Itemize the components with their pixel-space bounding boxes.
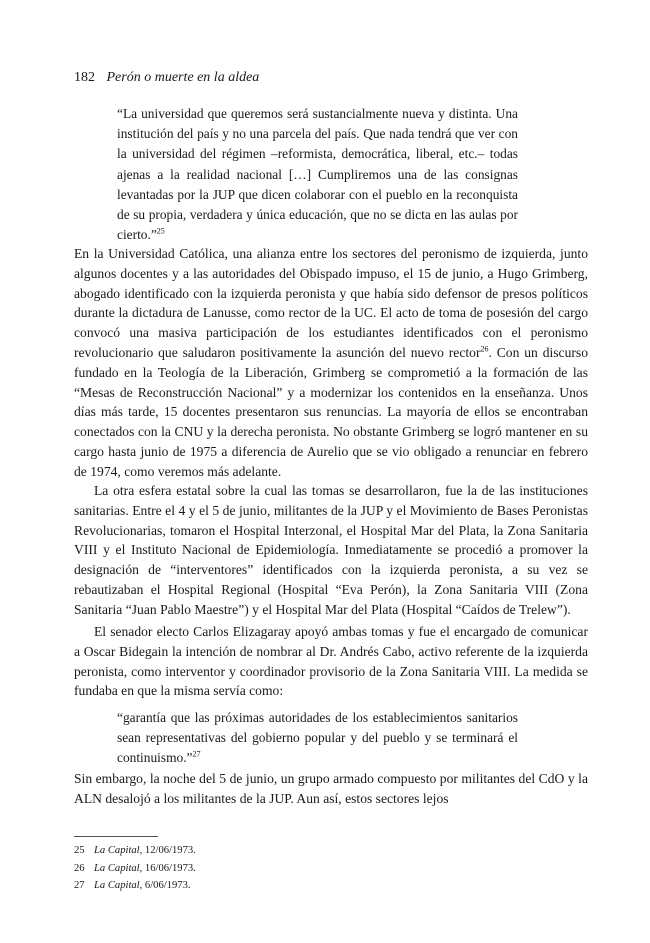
- footnotes: [74, 842, 196, 895]
- footnote-date: , 16/06/1973.: [139, 862, 196, 874]
- footnote-ref-26[interactable]: 26: [480, 344, 489, 354]
- paragraph-1-text-b: . Con un discurso fundado en la Teología de la Liberación, Grimberg se comprometió a la formación de las “Mesas de Reconstrucción Nacional” y a modernizar los contenidos en la enseñanza. Unos días más tarde, 15 docentes presentaron sus renuncias. La mayoría de ellos se encontraban conectados con la CNU y la derecha peronista. No obstante Grimberg se logró mantener en su cargo hasta junio de 1975 a diferencia de Aurelio que se vio obligado a renunciar en febrero de 1974, como veremos más adelante.: [74, 344, 589, 479]
- running-title: Perón o muerte en la aldea: [106, 70, 260, 85]
- running-header: [74, 70, 259, 86]
- footnote-date: , 12/06/1973.: [139, 845, 196, 856]
- paragraph-2: La otra esfera estatal sobre la cual las tomas se desarrollaron, fue la de las instituciones sanitarias. Entre el 4 y el 5 de junio, militantes de la JUP y el Movimiento de Bases Peronistas Revolucionarias, tomaron el Hospital Interzonal, el Hospital Mar del Plata, la Zona Sanitaria VIII y el Instituto Nacional de Epidemiología. Inmediatamente se procedió a promover la designación de “interventores” identificados con la izquierda peronista, a su vez se rebautizaban el Hospital Regional (Hospital “Eva Perón), la Zona Sanitaria VIII (Zona Sanitaria “Juan Pablo Maestre”) y el Hospital Mar del Plata (Hospital “Caídos de Trelew”).: [74, 483, 588, 617]
- paragraph-4: Sin embargo, la noche del 5 de junio, un grupo armado compuesto por militantes del CdO y la ALN desalojó a los militantes de la JUP. Aun así, estos sectores lejos: [74, 771, 588, 806]
- footnote-26: [74, 860, 196, 878]
- footnote-source: La Capital: [94, 880, 140, 892]
- paragraph-1: [74, 244, 588, 482]
- footnote-ref-25[interactable]: 25: [156, 226, 165, 236]
- page-number: 182: [74, 70, 95, 85]
- footnote-number: 27: [74, 880, 85, 892]
- footnote-number: 25: [74, 845, 85, 856]
- footnote-number: 26: [74, 862, 85, 874]
- footnote-ref-27[interactable]: 27: [192, 749, 201, 759]
- footnote-source: La Capital: [94, 845, 140, 856]
- block-quote-1-text: “La universidad que queremos será sustancialmente nueva y distinta. Una institución del país y no una parcela del país. Que nada tendrá que ver con la universidad del régimen –reformista, democrática, liberal, etc.– todas ajenas a la realidad nacional […] Cumpliremos una de las consignas levantadas por la JUP que dicen colaborar con el pueblo en la reconquista de su propia, verdadera y única educación, que no se dicta en las aulas por cierto.”: [117, 106, 518, 243]
- footnote-source: La Capital: [94, 862, 140, 874]
- footnote-divider: [74, 836, 158, 837]
- block-quote-2-text: “garantía que las próximas autoridades de los establecimientos sanitarios sean representativas del gobierno popular y del pueblo y se terminará el continuismo.”: [117, 710, 518, 766]
- footnote-date: , 6/06/1973.: [139, 880, 191, 892]
- block-quote-2: [117, 708, 518, 769]
- paragraph-1-text-a: En la Universidad Católica, una alianza entre los sectores del peronismo de izquierda, junto algunos docentes y a las autoridades del Obispado impuso, el 15 de junio, a Hugo Grimberg, abogado identificado con la izquierda peronista y que había sido defensor de presos políticos durante la dictadura de Lanusse, como rector de la UC. El acto de toma de posesión del cargo convocó una masiva participación de los estudiantes identificados con el peronismo revolucionario que saludaron positivamente la asunción del nuevo rector: [74, 246, 588, 360]
- block-quote-1: [117, 104, 518, 245]
- footnote-27: [74, 877, 196, 895]
- footnote-25: [74, 842, 196, 860]
- paragraph-3: El senador electo Carlos Elizagaray apoyó ambas tomas y fue el encargado de comunicar a Oscar Bidegain la intención de nombrar al Dr. Andrés Cabo, activo referente de la izquierda peronista, como interventor y coordinador provisorio de la Zona Sanitaria VIII. La medida se fundaba en que la misma servía como:: [74, 624, 588, 699]
